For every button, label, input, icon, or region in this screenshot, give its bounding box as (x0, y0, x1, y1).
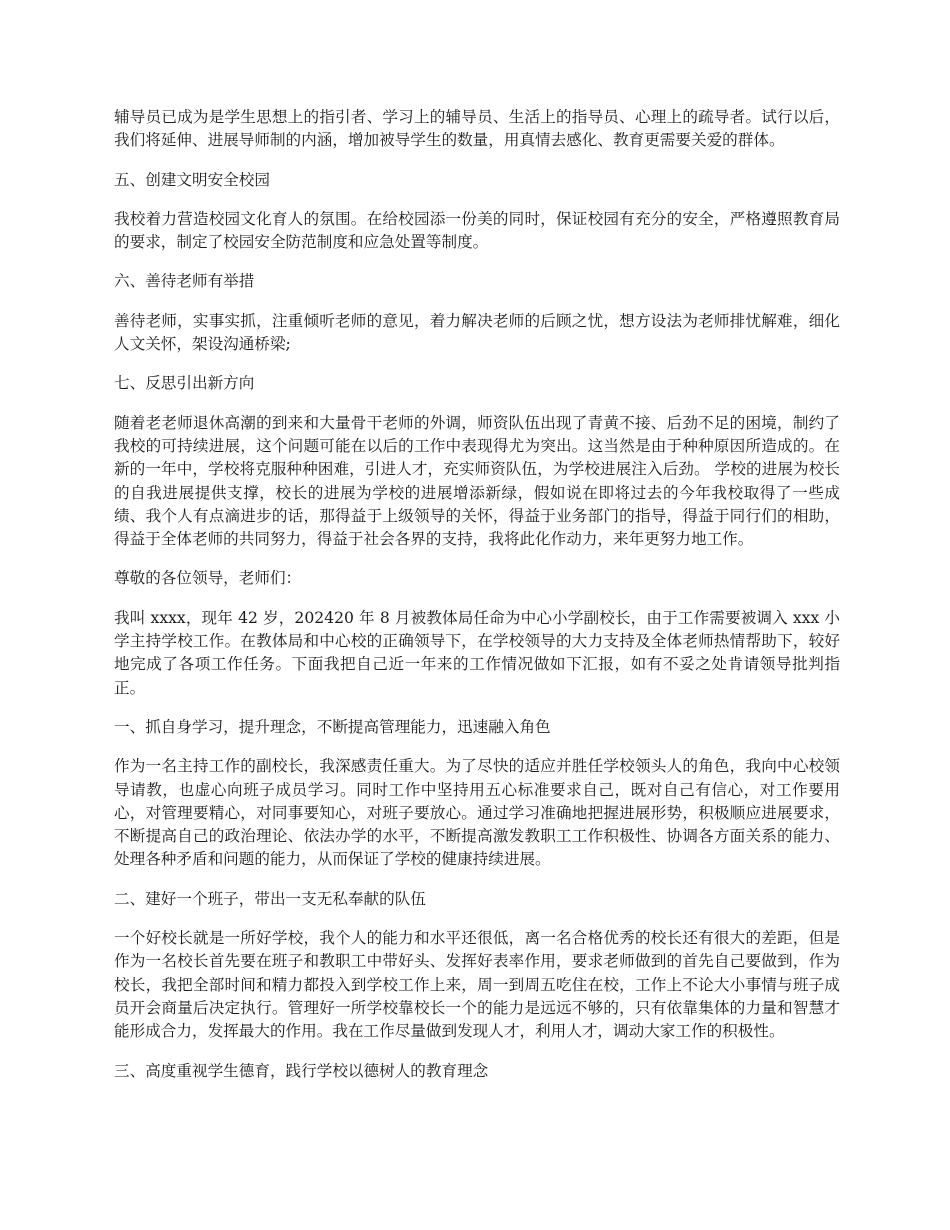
paragraph-tutor-role: 辅导员已成为是学生思想上的指引者、学习上的辅导员、生活上的指导员、心理上的疏导者。试行以后，我们将延伸、进展导师制的内涵，增加被导学生的数量，用真情去感化、教育更需要关爱的群体。 (114, 108, 840, 150)
section-heading-3: 三、高度重视学生德育，践行学校以德树人的教育理念 (114, 1061, 489, 1080)
paragraph-treat-teachers: 善待老师，实事实抓，注重倾听老师的意见，着力解决老师的后顾之忧，想方设法为老师排忧解难，细化人文关怀，架设沟通桥梁; (114, 311, 840, 354)
paragraph-leadership-team: 一个好校长就是一所好学校，我个人的能力和水平还很低，离一名合格优秀的校长还有很大的差距，但是作为一名校长首先要在班子和教职工中带好头、发挥好表率作用，要求老师做到的首先自己要做到，作为校长，我把全部时间和精力都投入到学校工作上来，周一到周五吃住在校，工作上不论大小事情与班子成员开会商量后决定执行。管理好一所学校靠校长一个的能力是远远不够的，只有依靠集体的力量和智慧才能形成合力，发挥最大的作用。我在工作尽量做到发现人才，利用人才，调动大家工作的积极性。 (114, 929, 840, 1041)
paragraph-introduction: 我叫 xxxx，现年 42 岁，202420 年 8 月被教体局任命为中心小学副校长，由于工作需要被调入 xxx 小学主持学校工作。在教体局和中心校的正确领导下，在学校领导的大力支持及全体老师热情帮助下，较好地完成了各项工作任务。下面我把自己近一年来的工作情况做如下汇报，如有不妥之处肯请领导批判指正。 (114, 608, 840, 697)
paragraph-self-study: 作为一名主持工作的副校长，我深感责任重大。为了尽快的适应并胜任学校领头人的角色，我向中心校领导请教，也虚心向班子成员学习。同时工作中坚持用五心标准要求自己，既对自己有信心，对工作要用心，对管理要精心，对同事要知心，对班子要放心。通过学习准确地把握进展形势，积极顺应进展要求，不断提高自己的政治理论、依法办学的水平，不断提高激发教职工工作积极性、协调各方面关系的能力、处理各种矛盾和问题的能力，从而保证了学校的健康持续进展。 (114, 757, 840, 869)
section-heading-2: 二、建好一个班子，带出一支无私奉献的队伍 (114, 889, 426, 908)
salutation: 尊敬的各位领导，老师们： (114, 569, 302, 588)
section-heading-6: 六、善待老师有举措 (114, 272, 255, 291)
section-heading-7: 七、反思引出新方向 (114, 374, 255, 393)
paragraph-safe-campus: 我校着力营造校园文化育人的氛围。在给校园添一份美的同时，保证校园有充分的安全，严格遵照教育局的要求，制定了校园安全防范制度和应急处置等制度。 (114, 209, 840, 252)
document-body (114, 106, 840, 1099)
section-heading-1: 一、抓自身学习，提升理念，不断提高管理能力，迅速融入角色 (114, 717, 551, 736)
paragraph-reflection: 随着老老师退休高潮的到来和大量骨干老师的外调，师资队伍出现了青黄不接、后劲不足的困境，制约了我校的可持续进展，这个问题可能在以后的工作中表现得尤为突出。这当然是由于种种原因所造成的。在新的一年中，学校将克服种种困难，引进人才，充实师资队伍，为学校进展注入后劲。 学校的进展为校长的自我进展提供支撑，校长的进展为学校的进展增添新绿，假如说在即将过去的今年我校取得了一些成绩、我个人有点滴进步的话，那得益于上级领导的关怀，得益于业务部门的指导，得益于同行们的相助，得益于全体老师的共同努力，得益于社会各界的支持，我将此化作动力，来年更努力地工作。 (114, 413, 840, 549)
section-heading-5: 五、创建文明安全校园 (114, 170, 270, 189)
